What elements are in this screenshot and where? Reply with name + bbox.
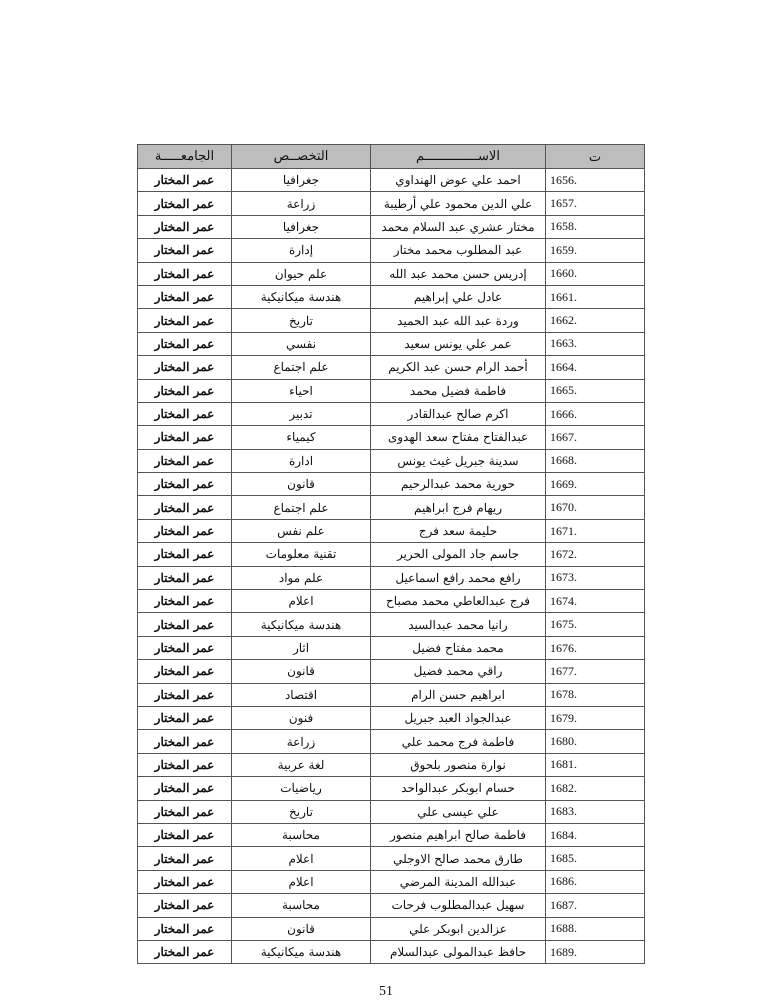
row-specialization: قانون <box>232 917 371 940</box>
row-specialization: علم اجتماع <box>232 496 371 519</box>
row-name: رافع محمد رافع اسماعيل <box>371 566 546 589</box>
row-university: عمر المختار <box>138 402 232 425</box>
table-row <box>138 309 645 332</box>
row-name: فاطمة فرج محمد علي <box>371 730 546 753</box>
table-row <box>138 262 645 285</box>
table-row <box>138 566 645 589</box>
row-name: محمد مفتاح فضيل <box>371 636 546 659</box>
table-row <box>138 636 645 659</box>
row-name: سدينة جبريل غيث يونس <box>371 449 546 472</box>
row-number: 1675. <box>546 613 645 636</box>
row-university: عمر المختار <box>138 706 232 729</box>
row-name: وردة عبد الله عبد الحميد <box>371 309 546 332</box>
row-number: 1674. <box>546 590 645 613</box>
row-specialization: قانون <box>232 660 371 683</box>
row-specialization: تقنية معلومات <box>232 543 371 566</box>
row-number: 1684. <box>546 823 645 846</box>
row-name: سهيل عبدالمطلوب فرحات <box>371 894 546 917</box>
row-specialization: إدارة <box>232 239 371 262</box>
row-name: عادل علي إبراهيم <box>371 285 546 308</box>
row-name: عبدالفتاح مفتاح سعد الهدوى <box>371 426 546 449</box>
table-body <box>138 169 645 964</box>
table-row <box>138 870 645 893</box>
row-specialization: اعلام <box>232 590 371 613</box>
table-header-row <box>138 145 645 169</box>
row-specialization: تدبير <box>232 402 371 425</box>
row-name: فاطمة فضيل محمد <box>371 379 546 402</box>
row-specialization: رياضيات <box>232 777 371 800</box>
row-university: عمر المختار <box>138 566 232 589</box>
row-name: فاطمة صالح ابراهيم منصور <box>371 823 546 846</box>
row-university: عمر المختار <box>138 940 232 963</box>
row-number: 1678. <box>546 683 645 706</box>
table-row <box>138 847 645 870</box>
row-number: 1667. <box>546 426 645 449</box>
row-number: 1662. <box>546 309 645 332</box>
row-specialization: قانون <box>232 473 371 496</box>
table-row <box>138 192 645 215</box>
row-university: عمر المختار <box>138 847 232 870</box>
row-specialization: اعلام <box>232 870 371 893</box>
row-number: 1657. <box>546 192 645 215</box>
row-number: 1673. <box>546 566 645 589</box>
table-row <box>138 940 645 963</box>
table-row <box>138 543 645 566</box>
row-number: 1656. <box>546 169 645 192</box>
row-name: حليمة سعد فرج <box>371 519 546 542</box>
row-name: ابراهيم حسن الرام <box>371 683 546 706</box>
row-name: فرج عبدالعاطي محمد مصباح <box>371 590 546 613</box>
row-specialization: هندسة ميكانيكية <box>232 940 371 963</box>
row-university: عمر المختار <box>138 239 232 262</box>
table-row <box>138 823 645 846</box>
table-row <box>138 496 645 519</box>
row-university: عمر المختار <box>138 543 232 566</box>
row-number: 1670. <box>546 496 645 519</box>
table-row <box>138 426 645 449</box>
table-row <box>138 917 645 940</box>
row-name: ريهام فرج ابراهيم <box>371 496 546 519</box>
row-specialization: نفسي <box>232 332 371 355</box>
row-number: 1677. <box>546 660 645 683</box>
row-university: عمر المختار <box>138 917 232 940</box>
row-number: 1683. <box>546 800 645 823</box>
row-specialization: علم نفس <box>232 519 371 542</box>
row-specialization: لغة عربية <box>232 753 371 776</box>
row-specialization: زراعة <box>232 192 371 215</box>
row-name: عمر علي يونس سعيد <box>371 332 546 355</box>
row-specialization: جغرافيا <box>232 169 371 192</box>
table-row <box>138 800 645 823</box>
row-name: راقي محمد فضيل <box>371 660 546 683</box>
row-university: عمر المختار <box>138 613 232 636</box>
row-university: عمر المختار <box>138 777 232 800</box>
table-row <box>138 777 645 800</box>
row-name: علي الدين محمود علي أرطيبة <box>371 192 546 215</box>
row-specialization: فنون <box>232 706 371 729</box>
table-row <box>138 590 645 613</box>
row-university: عمر المختار <box>138 426 232 449</box>
row-specialization: علم حيوان <box>232 262 371 285</box>
row-name: حورية محمد عبدالرحيم <box>371 473 546 496</box>
row-name: علي عيسى علي <box>371 800 546 823</box>
row-name: مختار عشري عبد السلام محمد <box>371 215 546 238</box>
table-row <box>138 753 645 776</box>
row-university: عمر المختار <box>138 332 232 355</box>
row-specialization: هندسة ميكانيكية <box>232 285 371 308</box>
row-number: 1672. <box>546 543 645 566</box>
table-row <box>138 239 645 262</box>
row-specialization: تاريخ <box>232 309 371 332</box>
row-number: 1685. <box>546 847 645 870</box>
row-university: عمر المختار <box>138 473 232 496</box>
row-number: 1689. <box>546 940 645 963</box>
row-specialization: هندسة ميكانيكية <box>232 613 371 636</box>
table-row <box>138 706 645 729</box>
row-university: عمر المختار <box>138 285 232 308</box>
table-row <box>138 613 645 636</box>
row-number: 1681. <box>546 753 645 776</box>
table-row <box>138 285 645 308</box>
table-row <box>138 402 645 425</box>
row-university: عمر المختار <box>138 356 232 379</box>
row-number: 1679. <box>546 706 645 729</box>
row-number: 1663. <box>546 332 645 355</box>
row-name: عبدالله المدينة المرضي <box>371 870 546 893</box>
row-specialization: احياء <box>232 379 371 402</box>
row-number: 1669. <box>546 473 645 496</box>
row-name: عبدالجواد العبد جبريل <box>371 706 546 729</box>
row-number: 1665. <box>546 379 645 402</box>
table-row <box>138 660 645 683</box>
row-name: جاسم جاد المولى الحرير <box>371 543 546 566</box>
row-university: عمر المختار <box>138 496 232 519</box>
row-name: أحمد الرام حسن عبد الكريم <box>371 356 546 379</box>
row-university: عمر المختار <box>138 730 232 753</box>
row-number: 1658. <box>546 215 645 238</box>
row-university: عمر المختار <box>138 590 232 613</box>
table-row <box>138 519 645 542</box>
row-specialization: ادارة <box>232 449 371 472</box>
row-university: عمر المختار <box>138 309 232 332</box>
row-number: 1666. <box>546 402 645 425</box>
row-university: عمر المختار <box>138 870 232 893</box>
row-name: طارق محمد صالح الاوجلي <box>371 847 546 870</box>
row-university: عمر المختار <box>138 262 232 285</box>
row-university: عمر المختار <box>138 519 232 542</box>
table-row <box>138 449 645 472</box>
row-number: 1687. <box>546 894 645 917</box>
header-name: الاســــــــــــــم <box>371 145 546 169</box>
row-university: عمر المختار <box>138 169 232 192</box>
header-specialization: التخصــص <box>232 145 371 169</box>
table-row <box>138 215 645 238</box>
row-specialization: اعلام <box>232 847 371 870</box>
row-specialization: علم اجتماع <box>232 356 371 379</box>
row-name: حسام ابوبكر عبدالواحد <box>371 777 546 800</box>
row-name: اكرم صالح عبدالقادر <box>371 402 546 425</box>
row-name: عزالدين ابوبكر علي <box>371 917 546 940</box>
row-number: 1661. <box>546 285 645 308</box>
row-name: عبد المطلوب محمد مختار <box>371 239 546 262</box>
table-row <box>138 473 645 496</box>
row-specialization: محاسبة <box>232 823 371 846</box>
row-university: عمر المختار <box>138 683 232 706</box>
row-name: رانيا محمد عبدالسيد <box>371 613 546 636</box>
row-specialization: اثار <box>232 636 371 659</box>
row-number: 1680. <box>546 730 645 753</box>
row-specialization: زراعة <box>232 730 371 753</box>
row-number: 1688. <box>546 917 645 940</box>
table-row <box>138 332 645 355</box>
table-row <box>138 683 645 706</box>
table-row <box>138 379 645 402</box>
row-number: 1664. <box>546 356 645 379</box>
row-university: عمر المختار <box>138 215 232 238</box>
row-number: 1668. <box>546 449 645 472</box>
row-university: عمر المختار <box>138 660 232 683</box>
row-university: عمر المختار <box>138 894 232 917</box>
row-specialization: جغرافيا <box>232 215 371 238</box>
header-university: الجامعـــــة <box>138 145 232 169</box>
row-name: نوارة منصور بلحوق <box>371 753 546 776</box>
row-university: عمر المختار <box>138 192 232 215</box>
table-row <box>138 730 645 753</box>
row-name: احمد علي عوض الهنداوي <box>371 169 546 192</box>
table-row <box>138 169 645 192</box>
row-specialization: تاريخ <box>232 800 371 823</box>
table-row <box>138 356 645 379</box>
row-specialization: علم مواد <box>232 566 371 589</box>
row-university: عمر المختار <box>138 449 232 472</box>
row-number: 1671. <box>546 519 645 542</box>
table-row <box>138 894 645 917</box>
row-university: عمر المختار <box>138 379 232 402</box>
row-university: عمر المختار <box>138 823 232 846</box>
row-name: إدريس حسن محمد عبد الله <box>371 262 546 285</box>
row-university: عمر المختار <box>138 636 232 659</box>
row-specialization: كيمياء <box>232 426 371 449</box>
names-table <box>137 144 645 964</box>
header-number: ت <box>546 145 645 169</box>
row-number: 1682. <box>546 777 645 800</box>
row-university: عمر المختار <box>138 800 232 823</box>
row-number: 1659. <box>546 239 645 262</box>
row-number: 1676. <box>546 636 645 659</box>
row-name: حافظ عبدالمولى عبدالسلام <box>371 940 546 963</box>
row-number: 1660. <box>546 262 645 285</box>
row-specialization: محاسبة <box>232 894 371 917</box>
row-university: عمر المختار <box>138 753 232 776</box>
row-number: 1686. <box>546 870 645 893</box>
page-number: 51 <box>379 984 393 999</box>
row-specialization: اقتصاد <box>232 683 371 706</box>
